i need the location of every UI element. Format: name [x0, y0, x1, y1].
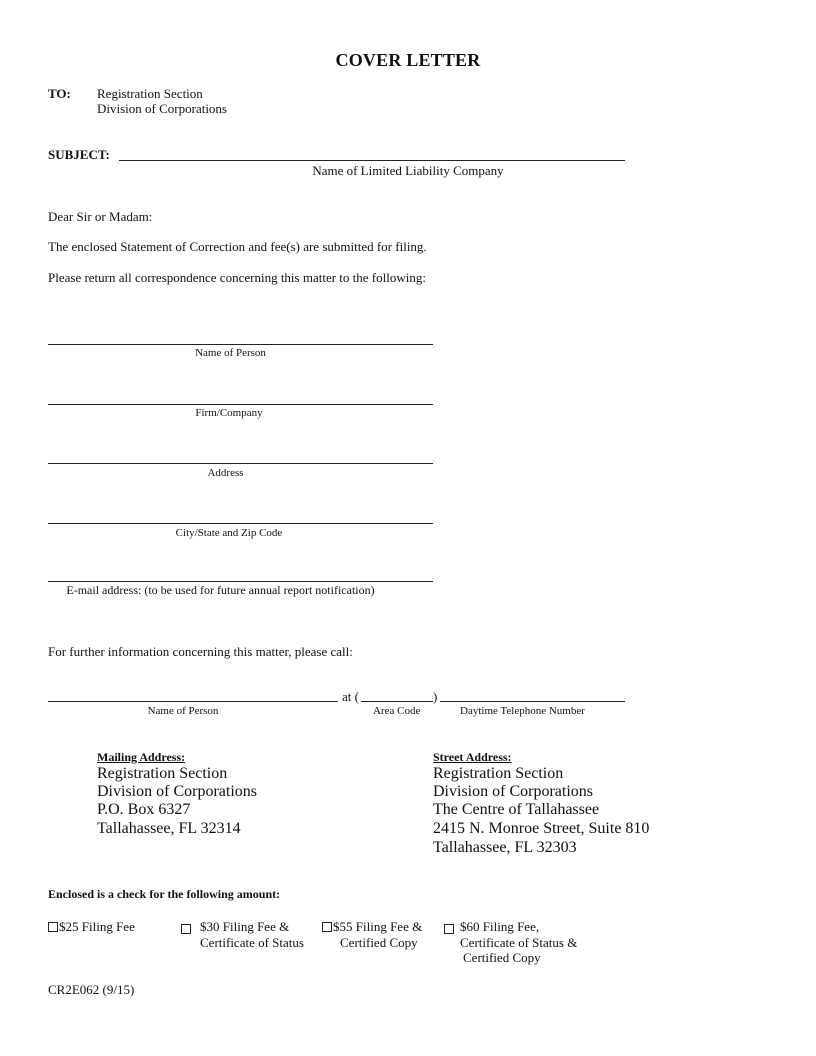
phone-number-line[interactable] [440, 701, 625, 702]
street-line-1: Registration Section [433, 765, 564, 782]
address-line[interactable] [48, 463, 433, 464]
contact-name-caption: Name of Person [147, 705, 219, 717]
to-line-2: Division of Corporations [97, 101, 227, 116]
subject-input-line[interactable] [119, 160, 625, 161]
at-text: at ( [342, 689, 359, 704]
city-state-zip-line[interactable] [48, 523, 433, 524]
mailing-line-2: Division of Corporations [97, 783, 257, 800]
checkbox-25[interactable] [48, 922, 58, 932]
to-label: TO: [48, 86, 71, 101]
name-of-person-caption: Name of Person [195, 347, 266, 359]
contact-name-line[interactable] [48, 701, 338, 702]
name-of-person-line[interactable] [48, 344, 433, 345]
email-line[interactable] [48, 581, 433, 582]
checkbox-60[interactable] [444, 920, 455, 938]
firm-company-caption: Firm/Company [195, 407, 263, 419]
fees-heading: Enclosed is a check for the following amount: [48, 887, 281, 901]
street-line-4: 2415 N. Monroe Street, Suite 810 [433, 820, 650, 837]
phone-caption: Daytime Telephone Number [460, 705, 585, 717]
fee-option-25-label: $25 Filing Fee [59, 919, 135, 934]
address-caption: Address [207, 467, 244, 479]
to-line-1: Registration Section [97, 86, 203, 101]
contact-prompt: For further information concerning this matter, please call: [48, 644, 353, 659]
fee-option-60-label-3: Certified Copy [463, 950, 541, 965]
fee-option-30-label-2: Certificate of Status [200, 935, 304, 950]
page-title: COVER LETTER [335, 50, 481, 70]
paren-close: ) [433, 689, 438, 704]
email-caption: E-mail address: (to be used for future annual report notification) [66, 583, 375, 597]
fee-option-30-label-1: $30 Filing Fee & [200, 919, 290, 934]
firm-company-line[interactable] [48, 404, 433, 405]
mailing-line-3: P.O. Box 6327 [97, 801, 191, 818]
checkbox-55[interactable] [322, 922, 332, 932]
street-line-3: The Centre of Tallahassee [433, 801, 600, 818]
street-line-2: Division of Corporations [433, 783, 593, 800]
street-address-heading: Street Address: [433, 750, 512, 764]
area-code-line[interactable] [361, 701, 433, 702]
mailing-line-4: Tallahassee, FL 32314 [97, 820, 241, 837]
fee-option-55-label-2: Certified Copy [340, 935, 418, 950]
paragraph-enclosed: The enclosed Statement of Correction and fee(s) are submitted for filing. [48, 239, 427, 254]
mailing-address-heading: Mailing Address: [97, 750, 186, 764]
fee-option-55[interactable] [322, 919, 422, 935]
subject-caption: Name of Limited Liability Company [312, 163, 504, 178]
mailing-line-1: Registration Section [97, 765, 228, 782]
fee-option-60-label-2: Certificate of Status & [460, 935, 578, 950]
paragraph-return: Please return all correspondence concerning this matter to the following: [48, 270, 426, 285]
salutation: Dear Sir or Madam: [48, 209, 153, 224]
street-line-5: Tallahassee, FL 32303 [433, 839, 577, 856]
fee-option-25[interactable] [48, 919, 135, 935]
form-id: CR2E062 (9/15) [48, 982, 135, 997]
area-code-caption: Area Code [373, 705, 421, 717]
fee-option-60-label-1: $60 Filing Fee, [460, 919, 540, 934]
city-state-zip-caption: City/State and Zip Code [175, 527, 283, 539]
subject-label: SUBJECT: [48, 147, 110, 162]
checkbox-30[interactable] [181, 920, 192, 938]
fee-option-55-label-1: $55 Filing Fee & [333, 919, 423, 934]
